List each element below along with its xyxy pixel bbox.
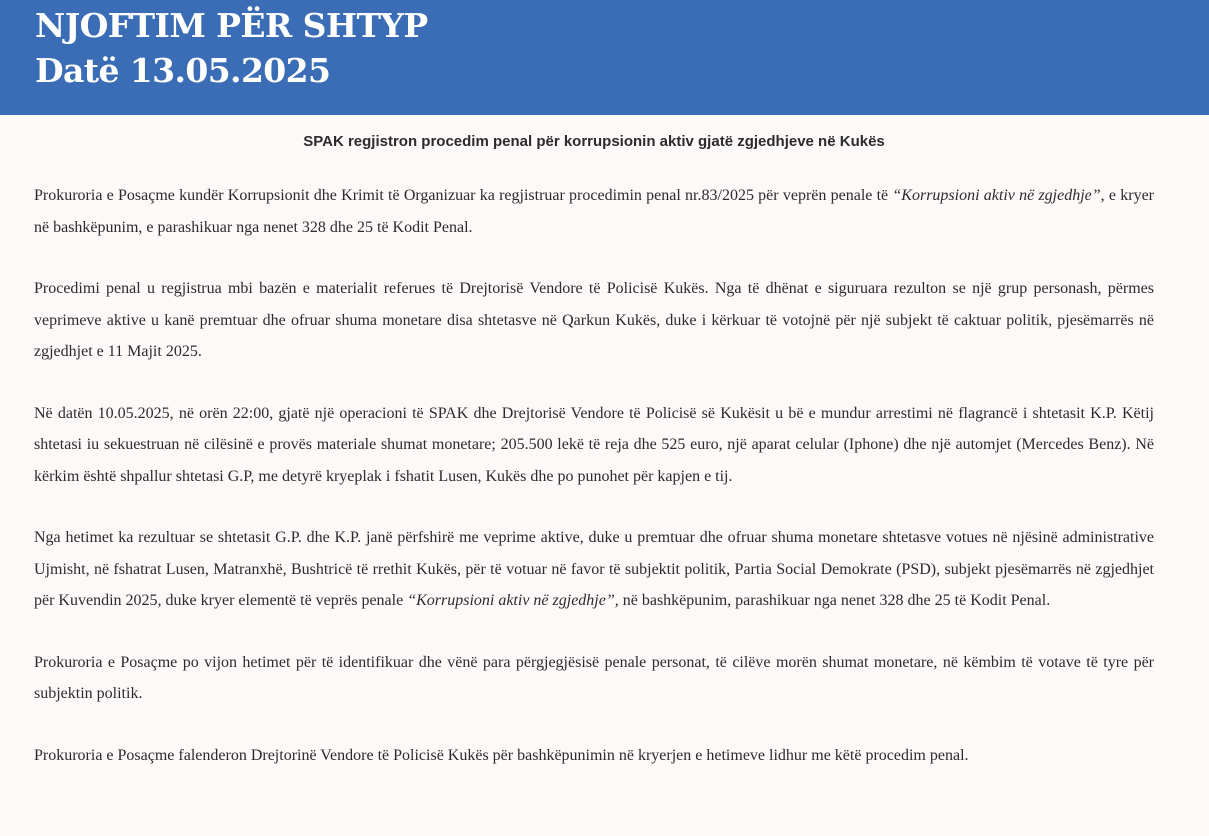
paragraph-4-text-a: Nga hetimet ka rezultuar se shtetasit G.P. dhe K.P. janë përfshirë me veprime aktive, duke u premtuar dhe ofruar shuma monetare shtetasve votues në njësinë administrative Ujmisht, në fshatrat Lusen, Matranxhë, Bushtricë të rrethit Kukës, për të votuar në favor të subjektit politik, Partia Social Demokrate (PSD), subjekt pjesëmarrës në zgjedhjet për Kuvendin 2025, duke kryer elementë të veprës penale [34,529,1154,609]
paragraph-1-text-b: , e kryer në bashkëpunim, e parashikuar nga nenet 328 dhe 25 të Kodit Penal. [34,187,1155,236]
paragraph-1-text-a: Prokuroria e Posaçme kundër Korrupsionit dhe Krimit të Organizuar ka regjistruar procedimin penal nr.83/2025 për veprën penale të [34,187,893,204]
paragraph-1 [34,180,1154,243]
paragraph-6: Prokuroria e Posaçme falenderon Drejtorinë Vendore të Policisë Kukës për bashkëpunimin në kryerjen e hetimeve lidhur me këtë procedim penal. [34,746,969,764]
paragraph-4 [34,522,1154,617]
paragraph-2: Procedimi penal u regjistrua mbi bazën e materialit referues të Drejtorisë Vendore të Policisë Kukës. Nga të dhënat e siguruara rezulton se një grup personash, përmes veprimeve aktive u kanë premtuar dhe ofruar shuma monetare disa shtetasve në Qarkun Kukës, duke i kërkuar të votojnë për një subjekt të caktuar politik, pjesëmarrës në zgjedhjet e 11 Majit 2025. [34,280,1154,360]
release-headline: SPAK regjistron procedim penal për korrupsionin aktiv gjatë zgjedhjeve në Kukës [303,133,885,150]
paragraph-1-quote: “Korrupsioni aktiv në zgjedhje” [892,187,1101,204]
header-banner [0,0,1209,115]
paragraph-3: Në datën 10.05.2025, në orën 22:00, gjatë një operacioni të SPAK dhe Drejtorisë Vendore të Policisë së Kukësit u bë e mundur arrestimi në flagrancë i shtetasit K.P. Këtij shtetasi iu sekuestruan në cilësinë e provës materiale shumat monetare; 205.500 lekë të reja dhe 525 euro, një aparat celular (Iphone) dhe një automjet (Mercedes Benz). Në kërkim është shpallur shtetasi G.P, me detyrë kryeplak i fshatit Lusen, Kukës dhe po punohet për kapjen e tij. [34,404,1154,485]
paragraph-5: Prokuroria e Posaçme po vijon hetimet për të identifikuar dhe vënë para përgjegjësisë penale personat, të cilëve morën shumat monetare, në këmbim të votave të tyre për subjektin politik. [34,653,1154,702]
paragraph-4-quote: “Korrupsioni aktiv në zgjedhje”, [407,592,619,609]
release-date: Datë 13.05.2025 [35,51,331,90]
page-title: NJOFTIM PËR SHTYP [35,6,428,45]
press-release-body [0,132,1209,771]
paragraph-4-text-b: në bashkëpunim, parashikuar nga nenet 328 dhe 25 të Kodit Penal. [618,592,1051,609]
